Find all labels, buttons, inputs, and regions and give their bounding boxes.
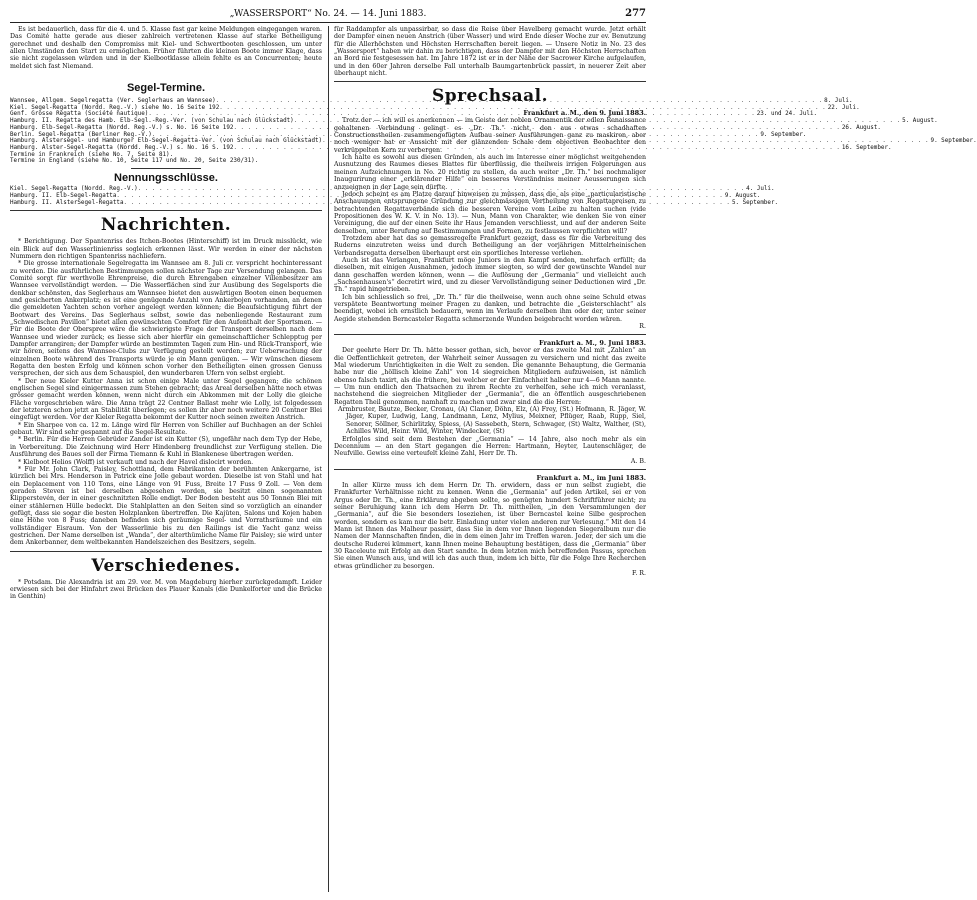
page-header: [10, 8, 646, 23]
list-item-text: Hamburg. II. Regatta des Hamb. Elb-Segl.-Reg.-Ver. (von Schulau nach Glückstadt): [10, 118, 294, 125]
paragraph: Ich halte es sowohl aus diesen Gründen, als auch im Interesse einer möglichst weitgehenden Ausnutzung des Raumes dieses Blattes für überflüssig, die theilweis irrigen Folgerungen aus meinen Aufzeichnungen in No. 20 richtig zu stellen, da auch weiter „Dr. Th.“ bei nochmaliger Inaugurirung einer „erklärender Hilfe“ ein besseres Verständniss meiner Aeusserungen sich anzueignen in der Lage sein dürfte.: [334, 154, 646, 191]
paragraph: Ich bin schliesslich so frei, „Dr. Th.“ für die theilweise, wenn auch ohne seine Schuld etwas verspätete Beantwortung meiner Fragen zu danken, und betrachte die „Geisterschlacht“ als beendigt, wobei ich ernstlich bedauern, wenn im Verlaufe derselben ihm oder der, unter seiner Aegide stehenden Berncasteler Regatta schmerzende Wunden beigebracht worden wären.: [334, 293, 646, 323]
page-number: 277: [625, 8, 646, 19]
list-item: [10, 186, 775, 193]
list-item-date: 4. Juli.: [746, 186, 775, 193]
divider: [10, 210, 322, 211]
list-item: [10, 192, 761, 200]
member-names: Armbruster, Bautze, Becker, Cronau, (A) Claner, Döhn, Elz, (A) Frey, (St.) Hofmann, R. Jäger, W. Jäger, Kuper, Ludwig, Lang, Landmann, Lenz, Mylius, Meixner, Pflüger, Raab, Rupp, Siel, Senorer, Söllner, Schirlitzky, Spiess, (A) Sassebeth, Stern, Schwager, (St) Waltz, Walther, (St), Achilles Wild, Heinr. Wild, Winter, Windecker, (St): [338, 406, 646, 436]
paragraph: * Der neue Kieler Kutter Anna ist schon einige Male unter Segel gegangen; die schönen englischen Segel sind einigermassen zum Stehen gebracht; das Areal derselben hätte noch etwas grösser gemacht werden können, wenn nicht durch ein Abkommen mit der Lolly die gleiche Fläche vorgeschrieben wäre. Die Anna trägt 22 Centner Ballast mehr wie Lolly, ist folgedessen der letzteren schon jetzt an Stabilität überlegen; es sollen ihr aber noch weitere 20 Centner Blei eingefügt werden. Vor der Kieler Regatta bekommt der Kutter noch seinen zweiten Anstrich.: [10, 377, 322, 422]
divider: [334, 81, 646, 82]
list-item-date: 22. Juli.: [827, 104, 860, 111]
list-item: [10, 152, 322, 159]
list-item: [10, 158, 322, 165]
divider: [131, 168, 201, 169]
list-item-text: Kiel. Segel-Regatta (Nordd. Reg.-V.): [10, 186, 138, 193]
paragraph: * Für Mr. John Clark, Paisley, Schottland, dem Fabrikanten der berühmten Ankergarne, ist kürzlich bei Mrs. Henderson in Patrick eine Jolle gebaut worden. Dieselbe ist von Stahl und hat ein Deplacement von 110 Tons, eine Länge von 91 Fuss, Breite 17 Fuss 9 Zoll. — Von dem geraden Steven ist bei derselben abgesehen worden, sie besitzt einen sogenannten Klipperstevén, der in einer geschnitzten Rolle endigt. Der Boden besteht aus 50 Tonnen Blei mit einer stählernen Hülle bedeckt. Die Stahlplatten an den Seiten sind so vorzüglich an einander gefügt, dass sie sogar die besten Holzplanken übertreffen. Die Kajüten, Salons und Kojen haben eine Höhe von 8 Fuss; daneben befinden sich geräumige Segel- und Vorrathsräume und ein vollständiger Eisraum. Von der Wasserlinie bis zu den Railings ist die Yacht ganz weiss gestrichen. Der Name derselben ist „Wanda“, der alterthümliche Name für Paisley; sie wird unter dem Ankerbanner, dem weltbekannten Handelszeichen des Besitzers, segeln.: [10, 465, 322, 547]
list-item-text: Kiel. Segel-Regatta (Nordd. Reg.-V.) siehe No. 16 Seite 192: [10, 104, 220, 111]
list-item-text: Genf. Grosse Regatta (Société nautique): [10, 111, 149, 118]
list-item-text: Hamburg. II. Elb-Segel-Regatta: [10, 192, 117, 199]
letter-dateline: Frankfurt a. M., 9. Juni 1883.: [539, 339, 646, 348]
letter-2-end: [334, 436, 646, 458]
left-intro: [10, 26, 322, 70]
nachrichten-heading: Nachrichten.: [100, 215, 232, 236]
list-item-date: 23. und 24. Juli.: [756, 111, 818, 118]
paragraph: * Berlin. Für die Herren Gebrüder Zander ist ein Kutter (S), ungefähr nach dem Typ der Hebe, in Vorbereitung. Die Zeichnung wird Herr Hindenberg freundlichst zur Verfügung stellen. Die Ausführung des Baues soll der Firma Tiemann & Kuhl in Blankenese übertragen werden.: [10, 436, 322, 459]
sprechsaal-heading: Sprechsaal.: [431, 86, 549, 107]
nennungsschluesse-heading: Nennungsschlüsse.: [114, 172, 218, 185]
list-item-text: Hamburg. II. AlsterSegel-Regatta: [10, 199, 124, 206]
list-item: [10, 144, 892, 152]
right-intro: [334, 26, 646, 77]
list-item-date: 16. September.: [841, 144, 892, 151]
verschiedenes-section: [10, 579, 322, 601]
list-item-date: 5. September.: [731, 199, 779, 206]
newspaper-page: [10, 8, 977, 892]
letter-2: [334, 347, 646, 406]
paragraph: für Raddampfer als unpassirbar, so dass die Reise über Havelberg gemacht wurde. Jetzt erhält der Dampfer einen neuen Anstrich (über Wasser) und wird Ende dieser Woche zur ev. Benutzung für die Allerhöchsten und Höchsten Herrschaften bereit liegen. — Unsere Notiz in No. 23 des „Wassersport“ haben wir dahin zu berichtigen, dass der Dampfer mit den Höchsten Herrschaften an Bord nie festgesessen hat. Im Jahre 1872 ist er in der Nähe der Sacrower Kirche aufgelaufen, und in den 60er Jahren derselbe Fall unterhalb Baumgartenbrück passirt, in neuerer Zeit aber überhaupt nicht.: [334, 26, 646, 78]
list-item-text: Hamburg. Alstersegel- und Hamburger Elb-Segel-Regatta-Ver. (von Schulau nach Glückstadt): [10, 138, 323, 145]
nennungsschluesse-list: [10, 186, 779, 206]
list-item-text: Termine in Frankreich (siehe No. 7, Seite 81).: [10, 151, 174, 158]
list-item-date: 9. September.: [930, 138, 977, 145]
list-item: [10, 98, 853, 105]
paragraph: Es ist bedauerlich, dass für die 4. und 5. Klasse fast gar keine Meldungen eingegangen waren. Das Comité hatte gerade aus dieser zahlreich vertretenen Klasse auf starke Betheiligung gerechnet und deshalb den Compromiss mit Kiel- und Schwertbooten geschlossen, um unter allen Umständen den Start zu ermöglichen. Früher führten die kleinen Boote immer Klage, dass sie nicht zugelassen würden und in der Kielbootklasse allein fehlte es an Concurrenten; heute meldet sich fast Niemand.: [10, 26, 322, 70]
divider: [334, 334, 646, 335]
letter-signature: F. R.: [631, 570, 646, 577]
right-column: [334, 26, 646, 892]
paragraph: In aller Kürze muss ich dem Herrn Dr. Th. erwidern, dass er nun selbst zugiebt, die Frankfurter Verhältnisse nicht zu kennen. Wenn die „Germania“ auf jeden Artikel, sei er von Argus oder Dr. Th., eine Erklärung abgeben sollte, so genügten hundert Schriftführer nicht; zu seiner Beruhigung kann ich dem Herrn Dr. Th. mittheilen, „in den Versammlungen der „Germania“, auf die Sie besonders loseziehen, ist über Berncastel keine Silbe gesprochen worden, sondern es kam nur die betr. Einladung unter vielen anderen zur Verlesung.“ Mit den 14 Mann ist Ihnen das Malheur passirt, dass Sie in dem vor Ihnen liegenden Siegeralbum nur die Namen der Mannschaften finden, die in dem einen Jahr im Treffen waren. Jeder, der sich um die deutsche Ruderei kümmert, kann Ihnen meine Behauptung bestätigen, dass die „Germania“ über 30 Raceleute mit Erfolg an den Start sandte. In dem letzten mich betreffenden Passus, sprechen Sie einen Wunsch aus, und will ich das auch thun, indem ich bitte, für die Folge Ihre Recherchen etwas gründlicher zu besorgen.: [334, 481, 646, 570]
divider: [334, 469, 646, 470]
list-item-date: 8. Juli.: [824, 98, 853, 105]
list-item-text: Hamburg. Alster-Segel-Regatta (Nordd. Reg.-V.) s. No. 16 S. 192: [10, 144, 234, 151]
segel-termine-heading: Segel-Termine.: [126, 82, 206, 95]
paragraph: * Die grosse internationale Segelregatta im Wannsee am 8. Juli cr. verspricht hochinteressant zu werden. Die ausführlichen Bestimmungen sollen nächster Tage zur Versendung gelangen. Das Comité sorgt für werthvolle Ehrenpreise, die durch Ehrengaben einzelner Villenbesitzer am Wannsee vervollständigt werden. — Die Wasserflächen sind zur Ausübung des Segelsports die denkbar schönsten, das Seglerhaus am Wannsee bietet den auswärtigen Booten einen bequemen und gesicherten Ankerplatz; es ist eine genügende Anzahl von Ankerbojen vorhanden, an denen die gemeldeten Yachten schon vorher angelegt werden können; die Beaufsichtigung führt der Bootwart des Vereins. Das Seglerhaus selbst, sowie das nebenliegende Restaurant zum „Schwedischen Pavillon“ bietet allen gewünschten Comfort für den Aufenthalt der Sportsmen. — Für die Boote der Oberspree wäre die schwierigste Frage der Transport derselben nach dem Wannsee und wieder zurück; es liesse sich aber hierfür ein gemeinschaftlicher Schlepptug per Dampfer arrangiren; der Dampfer würde an bestimmten Tagen zum Hin- und Rück-Transport, wie wir hören, seitens des Wannsee-Clubs zur Verfügung gestellt werden; zur Ueberwachung der einzelnen Boote während des Transports würde je ein Mann genügen. — Wir wünschen diesem Regatta den besten Erfolg und können schon vorher den Betheiligten einen grossen Genuss versprechen, der sich aus dem Schauspiel, den wunderbaren Ufern von selbst ergiebt.: [10, 260, 322, 378]
paragraph: * Kielboot Helios (Wolff) ist verkauft und nach der Havel dislocirt worden.: [18, 458, 254, 466]
list-item-text: Termine in England (siehe No. 10, Seite 117 und No. 20, Seite 230/31).: [10, 158, 259, 165]
list-item: [10, 138, 977, 145]
paragraph: * Berichtigung. Der Spantenriss des Itchen-Bootes (Hinterschiff) ist im Druck misslückt, wie ein Blick auf den Wasserlinienriss sogleich erkennen lässt. Wir werden in einer der nächsten Nummern den richtigen Spantenriss nachliefern.: [10, 238, 322, 260]
letter-signature: A. B.: [630, 457, 646, 465]
list-item: [10, 131, 807, 139]
letter-3: [334, 482, 646, 570]
paragraph: * Ein Sharpee von ca. 12 m. Länge wird für Herren von Schiller auf Buchhagen an der Schlei gebaut. Wir sind sehr gespannt auf die Segel-Resultate.: [10, 421, 322, 437]
paragraph: Jedoch scheint es am Platze darauf hinweisen zu müssen, dass die, als eine „particularistische Anschauungen entsprungene Gründung zur gleichmässigen Vertheilung von Regattapreisen zu betrachtenden Regattaverbände sich die besseren Vereine vom Leibe zu halten suchen (vide Propositionen des W. K. V. in No. 13). — Nun, Mann von Charakter, wie denken Sie von einer Vereinigung, die auf der einen Seite ihr Haus Jemanden verschliesst, und auf der anderen Seite denselben, unter Berufung auf Bestimmungen und Formen, zu festlaussen verpflichten will?: [334, 190, 646, 235]
list-item-date: 5. August.: [902, 118, 938, 125]
list-item-date: 26. August.: [841, 124, 881, 131]
paragraph: Trotzdem aber hat das so gemassregelte Frankfurt gezeigt, dass es für die Verbreitung des Ruderns einzutreten weiss und durch Betheiligung an der vorjährigen Mittelrheinischen Verbandsregatta derselben überhaupt erst ein sportliches Interesse verliehen.: [334, 234, 646, 257]
list-item-text: Wannsee, Allgem. Segelregatta (Ver. Seglerhaus am Wannsee): [10, 98, 216, 105]
list-item-date: 9. September.: [760, 131, 807, 138]
list-item-text: Hamburg. Elb-Segel-Regatta (Nordd. Reg.-V.) s. No. 16 Seite 192: [10, 124, 234, 131]
list-item-date: 9. August.: [724, 192, 761, 199]
list-item: [10, 199, 779, 207]
journal-title: „WASSERSPORT“ No. 24. — 14. Juni 1883.: [229, 9, 427, 19]
columns: [10, 26, 977, 892]
letter-signature: R.: [639, 323, 646, 331]
paragraph: Auch ist das Verlangen, Frankfurt möge Juniors in den Kampf senden, mehrfach erfüllt; da dieselben, mit einigen Ausnahmen, jedoch immer siegten, so wird der gewünschte Wandel nur dann geschaffen werden können, wenn — die Auflösung der „Germania“ und vielleicht auch „Sachsenhausen's“ decretirt wird, und zu dieser Vervollständigung seiner Deductionen wird „Dr. Th.“ rapid hingetrieben.: [334, 256, 646, 294]
verschiedenes-heading: Verschiedenes.: [91, 555, 241, 576]
letter-1: [334, 117, 646, 323]
paragraph: * Potsdam. Die Alexandria ist am 29. vor. M. von Magdeburg hierher zurückgedampft. Leider erwiesen sich bei der Hinfahrt zwei Brücken des Plauer Kanals (die Dunkelforter und die Brücke in Genthin): [10, 578, 322, 601]
column-rule: [328, 26, 329, 892]
paragraph: Der geehrte Herr Dr. Th. hätte besser gethan, sich, bevor er das zweite Mal mit „Zahlen“ an die Oeffentlichkeit getreten, der Wahrheit seiner Aussagen zu versichern und nicht das zweite Mal wiederum Unrichtigkeiten in die Welt zu senden. Die genannte Behauptung, die Germania habe nur die „höllisch kleine Zahl“ von 14 siegreichen Mitgliedern aufzuweisen, ist nämlich ebenso falsch taxirt, als die frühere, bei welcher er der Einfachheit halber nur 4—6 Mann nannte. — Um nun endlich den Thatsachen zu ihrem Rechte zu verhelfen, sehe ich mich veranlasst, nachstehend die siegreichen Mitglieder der „Germania“, die an öffentlich ausgeschriebenen Regatten Theil genommen, namhaft zu machen und zwar sind die die Herren:: [334, 347, 646, 406]
list-item-text: Berlin. Segel-Regatta (Berliner Reg.-V.): [10, 131, 152, 138]
letter-dateline: Frankfurt a. M., den 9. Juni 1883.: [523, 109, 646, 118]
letter-dateline: Frankfurt a. M., im Juni 1883.: [536, 473, 646, 482]
paragraph: Trotz der — ich will es anerkennen — im Geiste der noblen Ornamentik der edlen Renaissance gehaltenen Verbindung gelingt es „Dr. Th.“ nicht, den aus etwas schadhaften Constructionstheilen zusammengefügten Aufbau seiner Ausführungen ganz zu maskiren, aber noch weniger hat er Aussicht mit der glänzenden Schale dem objectiven Beobachter den verkrüppelten Kern zu verbergen.: [334, 117, 646, 154]
list-item: [10, 118, 938, 125]
paragraph: Erfolglos sind seit dem Bestehen der „Germania“ — 14 Jahre, also noch mehr als ein Decennium — an den Start gegangen die Herren: Hartmann, Heyter, Lautenschläger, de Neufville. Gewiss eine verteufelt kleine Zahl, Herr Dr. Th.: [334, 435, 646, 458]
list-item: [10, 124, 881, 132]
nachrichten-section: [10, 238, 322, 546]
divider: [10, 551, 322, 552]
